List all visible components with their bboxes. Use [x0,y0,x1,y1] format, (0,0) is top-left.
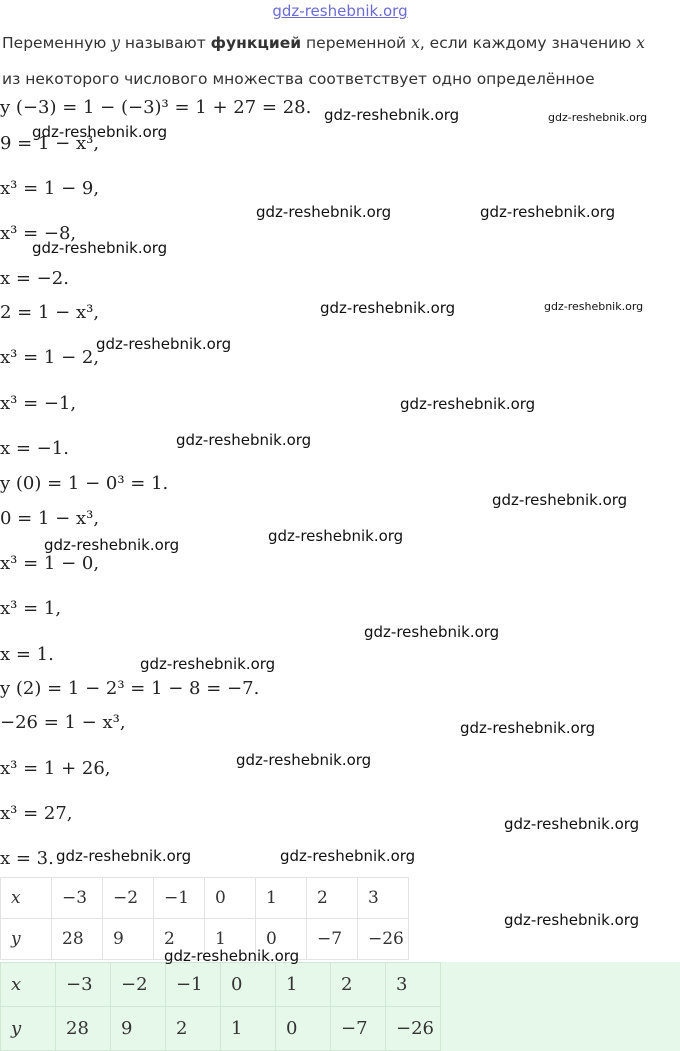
table-cell: −1 [166,963,221,1007]
table-cell: −2 [103,878,154,919]
watermark: gdz-reshebnik.org [548,111,648,124]
intro-line-1 [2,34,645,52]
intro-var-y: y [111,34,120,52]
table-cell: 2 [154,919,205,960]
equation-x3-1: x³ = 1, [0,598,62,619]
table-cell: 2 [166,1007,221,1051]
table-cell: −7 [307,919,358,960]
watermark: gdz-reshebnik.org [400,395,536,413]
table-cell: 0 [276,1007,331,1051]
equation-x3-1-9: x³ = 1 − 9, [0,178,100,199]
equation-x3-27: x³ = 27, [0,803,73,824]
answer-table [0,962,441,1051]
table-cell: 28 [56,1007,111,1051]
table-cell: 9 [111,1007,166,1051]
watermark: gdz-reshebnik.org [460,719,596,737]
site-header-link[interactable]: gdz-reshebnik.org [272,2,408,20]
watermark: gdz-reshebnik.org [504,911,640,929]
equation-y-2: y (2) = 1 − 2³ = 1 − 8 = −7. [0,678,260,699]
watermark: gdz-reshebnik.org [280,847,416,865]
table-header-y: y [1,1007,56,1051]
table-cell: 2 [331,963,386,1007]
intro-text: , если каждому значению [419,34,637,52]
table-cell: 9 [103,919,154,960]
watermark: gdz-reshebnik.org [320,299,456,317]
watermark: gdz-reshebnik.org [364,623,500,641]
intro-text: переменной [301,34,412,52]
table-header-x: x [1,878,52,919]
table-cell: −26 [386,1007,441,1051]
table-cell: 3 [358,878,409,919]
table-cell: 1 [221,1007,276,1051]
equation-x3-1-2: x³ = 1 − 2, [0,347,100,368]
equation-minus26: −26 = 1 − x³, [0,712,126,733]
table-cell: 1 [256,878,307,919]
watermark: gdz-reshebnik.org [32,239,168,257]
table-cell: 1 [205,919,256,960]
intro-text: называют [119,34,211,52]
watermark: gdz-reshebnik.org [164,947,300,965]
table-row-y [1,1007,441,1051]
watermark: gdz-reshebnik.org [32,123,168,141]
table-cell: 28 [52,919,103,960]
equation-x3-minus8: x³ = −8, [0,223,77,244]
equation-x-minus2: x = −2. [0,268,69,289]
equation-0: 0 = 1 − x³, [0,508,100,529]
table-cell: −2 [111,963,166,1007]
equation-x3-minus1: x³ = −1, [0,393,77,414]
table-cell: −1 [154,878,205,919]
table-cell: 0 [256,919,307,960]
equation-x-1: x = 1. [0,644,54,665]
watermark: gdz-reshebnik.org [544,300,644,313]
equation-x3-1-26: x³ = 1 + 26, [0,758,111,779]
equation-2: 2 = 1 − x³, [0,302,100,323]
intro-term-function: функцией [210,34,302,52]
intro-line-2: из некоторого числового множества соответствует одно определённое [2,70,595,88]
table-cell: −26 [358,919,409,960]
table-cell: 2 [307,878,358,919]
intro-text: Переменную [2,34,112,52]
table-row-x [1,963,441,1007]
watermark: gdz-reshebnik.org [268,527,404,545]
table-cell: −3 [56,963,111,1007]
watermark: gdz-reshebnik.org [480,203,616,221]
equation-9: 9 = 1 − x³, [0,133,100,154]
watermark: gdz-reshebnik.org [56,847,192,865]
table-row-x [1,878,409,919]
watermark: gdz-reshebnik.org [236,751,372,769]
equation-x3-1-0: x³ = 1 − 0, [0,553,100,574]
equation-y-minus3: y (−3) = 1 − (−3)³ = 1 + 27 = 28. [0,97,312,118]
watermark: gdz-reshebnik.org [492,491,628,509]
watermark: gdz-reshebnik.org [96,335,232,353]
watermark: gdz-reshebnik.org [44,536,180,554]
table-cell: 3 [386,963,441,1007]
table-cell: −3 [52,878,103,919]
table-cell: 0 [205,878,256,919]
intro-var-x: x [411,34,420,52]
watermark: gdz-reshebnik.org [176,431,312,449]
table-cell: 0 [221,963,276,1007]
equation-x-minus1: x = −1. [0,438,69,459]
table-header-y: y [1,919,52,960]
table-header-x: x [1,963,56,1007]
table-cell: 1 [276,963,331,1007]
equation-x-3: x = 3. [0,848,54,869]
watermark: gdz-reshebnik.org [256,203,392,221]
watermark: gdz-reshebnik.org [140,655,276,673]
intro-var-x: x [636,34,645,52]
equation-y-0: y (0) = 1 − 0³ = 1. [0,473,169,494]
watermark: gdz-reshebnik.org [324,106,460,124]
watermark: gdz-reshebnik.org [504,815,640,833]
table-cell: −7 [331,1007,386,1051]
